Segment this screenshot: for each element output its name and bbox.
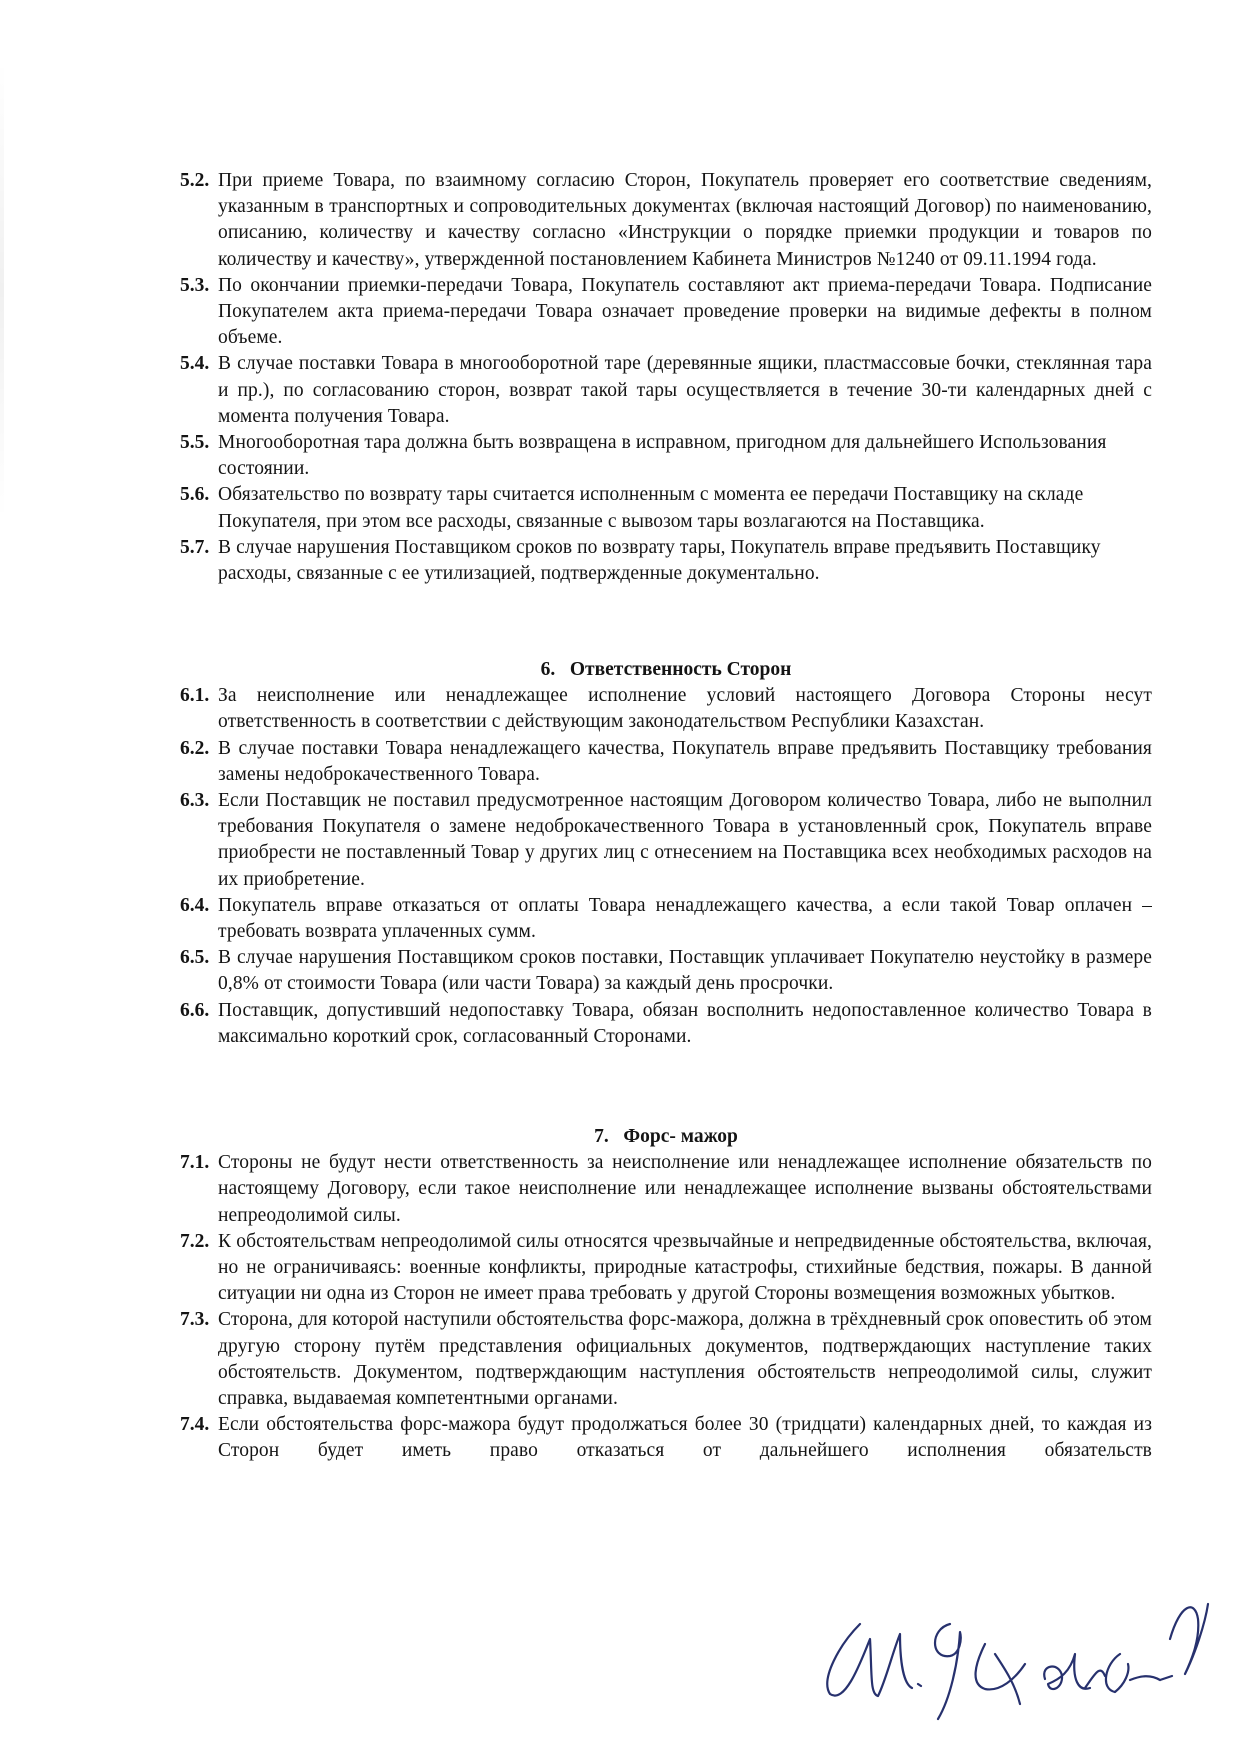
clause-text: В случае поставки Товара ненадлежащего качества, Покупатель вправе предъявить Поставщику требования замены недоброкачественного Товара. xyxy=(218,737,1152,785)
clause-number: 5.2. xyxy=(180,170,210,191)
clause-6-5 xyxy=(180,945,1152,997)
clause-5-5 xyxy=(180,430,1152,482)
clause-text: Сторона, для которой наступили обстоятельства форс-мажора, должна в трёхдневный срок оповестить об этом другую сторону путём представления официальных документов, подтверждающих наступление таких обстоятельств. Документом, подтверждающим наступления обстоятельств непреодолимой силы, служит справка, выдаваемая компетентными органами. xyxy=(218,1309,1152,1409)
clause-number: 6.3. xyxy=(180,790,210,812)
scan-edge-shadow xyxy=(0,60,4,520)
clause-text: По окончании приемки-передачи Товара, Покупатель составляют акт приема-передачи Товара. Подписание Покупателем акта приема-передачи Товара означает проведение проверки на видимые дефекты в полном объеме. xyxy=(218,274,1152,349)
clause-text: В случае поставки Товара в многооборотной таре (деревянные ящики, пластмассовые бочки, стеклянная тара и пр.), по согласованию сторон, возврат такой тары осуществляется в течение 30-ти календарных дней с момента получения Товара. xyxy=(218,353,1152,427)
clause-5-7 xyxy=(180,535,1152,587)
clause-7-1 xyxy=(180,1150,1152,1229)
clause-number: 6.6. xyxy=(180,999,210,1021)
clause-text: Многооборотная тара должна быть возвращена в исправном, пригодном для дальнейшего Использования состоянии. xyxy=(218,432,1107,480)
section-6-heading: 6. Ответственность Сторон xyxy=(540,659,792,681)
clause-number: 7.1. xyxy=(180,1152,210,1174)
clause-text: Если обстоятельства форс-мажора будут продолжаться более 30 (тридцати) календарных дней, то каждая из Сторон будет иметь право отказаться от дальнейшего исполнения обязательств xyxy=(218,1414,1152,1462)
clause-number: 7.2. xyxy=(180,1230,210,1252)
clause-text: Обязательство по возврату тары считается исполненным с момента ее передачи Поставщику на складе Покупателя, при этом все расходы, связанные с вывозом тары возлагаются на Поставщика. xyxy=(218,484,1084,532)
clause-6-3 xyxy=(180,788,1152,893)
signature-stroke-3 xyxy=(976,1644,1025,1704)
signature-stroke-6 xyxy=(1170,1604,1208,1674)
clause-number: 7.4. xyxy=(180,1414,210,1436)
clause-7-2 xyxy=(180,1229,1152,1308)
clause-text: При приеме Товара, по взаимному согласию Сторон, Покупатель проверяет его соответствие сведениям, указанным в транспортных и сопроводительных документах (включая настоящий Договор) по наименованию, описанию, количеству и качеству согласно «Инструкции о порядке приемки продукции и товаров по количеству и качеству», утвержденной постановлением Кабинета Министров №1240 от 09.11.1994 года. xyxy=(218,170,1152,270)
section-6 xyxy=(180,657,1152,1050)
clause-text: К обстоятельствам непреодолимой силы относятся чрезвычайные и непредвиденные обстоятельства, включая, но не ограничиваясь: военные конфликты, природные катастрофы, стихийные бедствия, пожары. В данной ситуации ни одна из Сторон не имеет права требовать у другой Стороны возмещения возможных убытков. xyxy=(218,1230,1152,1305)
clause-7-3 xyxy=(180,1307,1152,1412)
document-body xyxy=(180,168,1152,1465)
clause-6-1 xyxy=(180,683,1152,735)
clause-text: Поставщик, допустивший недопоставку Товара, обязан восполнить недопоставленное количество Товара в максимально короткий срок, согласованный Сторонами. xyxy=(218,999,1152,1047)
clause-number: 5.5. xyxy=(180,432,210,454)
clause-number: 6.1. xyxy=(180,685,210,707)
section-7-heading: 7. Форс- мажор xyxy=(594,1126,738,1148)
clause-number: 5.6. xyxy=(180,484,210,506)
clause-text: За неисполнение или ненадлежащее исполнение условий настоящего Договора Стороны несут ответственность в соответствии с действующим законодательством Республики Казахстан. xyxy=(218,685,1152,733)
clause-text: В случае нарушения Поставщиком сроков поставки, Поставщик уплачивает Покупателю неустойку в размере 0,8% от стоимости Товара (или части Товара) за каждый день просрочки. xyxy=(218,947,1152,995)
clause-5-2 xyxy=(180,168,1152,273)
clause-text: Покупатель вправе отказаться от оплаты Товара ненадлежащего качества, а если такой Товар оплачен – требовать возврата уплаченных сумм. xyxy=(218,894,1152,943)
section-7 xyxy=(180,1124,1152,1464)
clause-6-2 xyxy=(180,736,1152,788)
handwritten-signatures xyxy=(800,1584,1220,1724)
clause-number: 5.3. xyxy=(180,274,210,296)
clause-number: 7.3. xyxy=(180,1309,210,1331)
clause-text: Если Поставщик не поставил предусмотренное настоящим Договором количество Товара, либо не выполнил требования Покупателя о замене недоброкачественного Товара в установленный срок, Покупатель вправе приобрести не поставленный Товар у других лиц с отнесением на Поставщика всех необходимых расходов на их приобретение. xyxy=(218,790,1152,890)
clause-number: 5.4. xyxy=(180,353,210,375)
clause-text: В случае нарушения Поставщиком сроков по возврату тары, Покупатель вправе предъявить Поставщику расходы, связанные с ее утилизацией, подтвержденные документально. xyxy=(218,536,1101,585)
signature-stroke-2 xyxy=(935,1624,961,1719)
signature-stroke-4 xyxy=(1044,1654,1105,1689)
clause-number: 5.7. xyxy=(180,536,210,558)
clause-number: 6.2. xyxy=(180,737,210,759)
clause-5-4 xyxy=(180,351,1152,430)
clause-6-4 xyxy=(180,893,1152,945)
clause-number: 6.5. xyxy=(180,947,210,969)
section-5-items xyxy=(180,168,1152,587)
clause-text: Стороны не будут нести ответственность за неисполнение или ненадлежащее исполнение обязательств по настоящему Договору, если такое неисполнение или ненадлежащее исполнение вызваны обстоятельствами непреодолимой силы. xyxy=(218,1152,1152,1226)
signature-stroke-1 xyxy=(827,1624,921,1696)
clause-5-3 xyxy=(180,273,1152,352)
clause-6-6 xyxy=(180,998,1152,1050)
clause-number: 6.4. xyxy=(180,894,210,916)
clause-5-6 xyxy=(180,482,1152,534)
signature-stroke-5 xyxy=(1106,1654,1172,1692)
clause-7-4 xyxy=(180,1412,1152,1464)
